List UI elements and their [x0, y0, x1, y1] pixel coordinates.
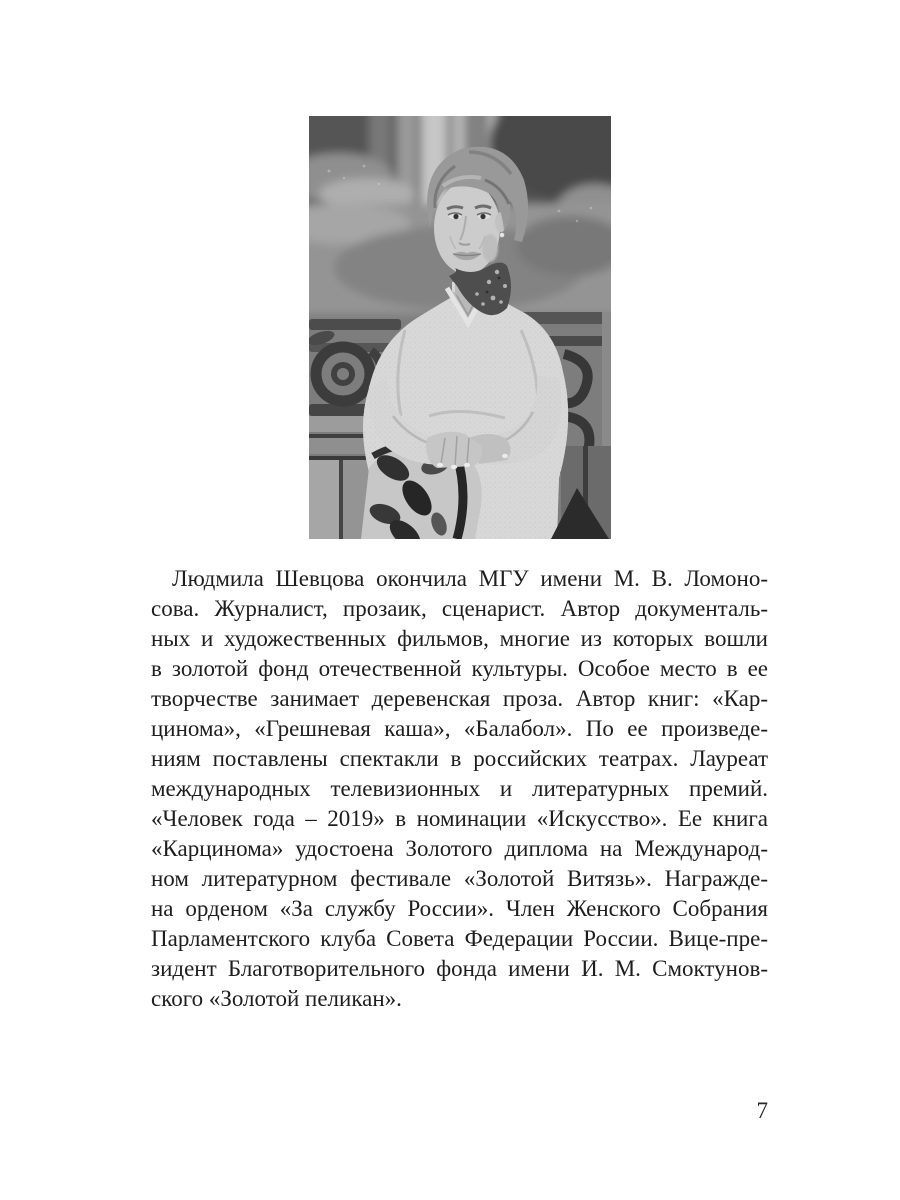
earring — [500, 233, 505, 238]
bio-line-13: Парламентского клуба Совета Федерации России. Вице-пре- — [151, 926, 768, 951]
bio-line-11: ном литературном фестивале «Золотой Витязь». Награжде- — [151, 866, 768, 891]
author-photo — [309, 116, 611, 539]
bio-line-3: ных и художественных фильмов, многие из которых вошли — [151, 626, 768, 651]
bio-line-6: цинома», «Грешневая каша», «Балабол». По ее произведе- — [151, 716, 768, 741]
author-photo-illustration — [309, 116, 611, 539]
bio-line-12: на орденом «За службу России». Член Женского Собрания — [151, 896, 768, 921]
bio-line-4: в золотой фонд отечественной культуры. Особое место в ее — [151, 656, 768, 681]
bio-line-5: творчестве занимает деревенская проза. Автор книг: «Кар- — [151, 686, 768, 711]
bio-line-10: «Карцинома» удостоена Золотого диплома на Международ- — [151, 836, 768, 861]
bio-line-15: ского «Золотой пеликан». — [151, 986, 402, 1011]
bio-line-1: Людмила Шевцова окончила МГУ имени М. В. Ломоно- — [172, 566, 768, 591]
bio-line-7: ниям поставлены спектакли в российских театрах. Лауреат — [151, 746, 768, 771]
bio-line-14: зидент Благотворительного фонда имени И. М. Смоктунов- — [151, 956, 768, 981]
bio-line-2: сова. Журналист, прозаик, сценарист. Автор документаль- — [151, 596, 768, 621]
page-number: 7 — [756, 1098, 768, 1123]
bio-paragraph — [151, 564, 768, 1014]
bio-line-9: «Человек года – 2019» в номинации «Искусство». Ее книга — [151, 806, 768, 831]
bio-line-8: международных телевизионных и литературных премий. — [151, 776, 768, 801]
